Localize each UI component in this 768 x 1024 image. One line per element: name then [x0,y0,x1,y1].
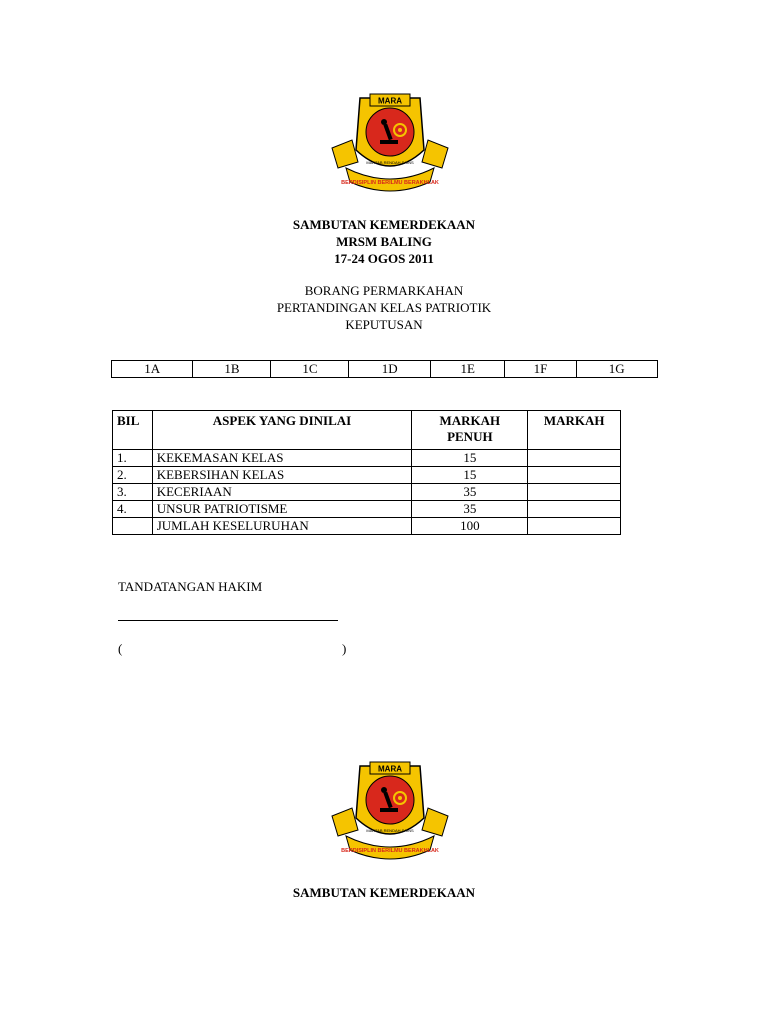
row-markah-input[interactable] [528,501,621,518]
table-row [113,484,621,501]
form-title-line2: PERTANDINGAN KELAS PATRIOTIK [276,300,492,315]
row-penuh: 15 [412,450,528,467]
table-row [113,450,621,467]
header-school: MRSM BALING [336,234,432,249]
mara-crest-icon [330,90,450,200]
class-table [111,360,658,378]
class-cell: 1D [349,361,430,378]
header-markah: MARKAH [528,411,621,450]
header-dates: 17-24 OGOS 2011 [334,251,434,266]
row-aspek: UNSUR PATRIOTISME [152,501,412,518]
mara-logo-bottom [330,758,450,868]
form-title-block [0,282,768,333]
class-cell: 1B [193,361,271,378]
row-bil: 4. [113,501,153,518]
logo-motto-small: MAKTAB RENDAH SAINS [366,828,414,833]
header-bil: BIL [113,411,153,450]
row-bil: 2. [113,467,153,484]
row-bil: 3. [113,484,153,501]
class-cell: 1G [576,361,658,378]
signature-open-paren: ( [118,641,123,656]
table-row [113,501,621,518]
logo-motto: BERDISIPLIN BERILMU BERAKHLAK [341,180,439,186]
row-penuh: 35 [412,484,528,501]
class-row [112,361,658,378]
mara-crest-icon [330,758,450,868]
class-cell: 1C [271,361,349,378]
footer-block [0,884,768,901]
header-block [0,216,768,267]
row-penuh: 15 [412,467,528,484]
signature-close-paren: ) [342,641,347,656]
row-bil [113,518,153,535]
table-row [113,467,621,484]
mara-logo-top [330,90,450,200]
logo-motto-small: MAKTAB RENDAH SAINS [366,160,414,165]
row-markah-input[interactable] [528,450,621,467]
signature-label: TANDATANGAN HAKIM [118,579,263,594]
table-row-total [113,518,621,535]
class-cell: 1F [505,361,576,378]
row-penuh: 35 [412,501,528,518]
row-markah-input[interactable] [528,484,621,501]
form-title-line1: BORANG PERMARKAHAN [304,283,464,298]
class-cell: 1A [112,361,193,378]
form-title-line3: KEPUTUSAN [345,317,423,332]
score-table [112,410,621,535]
footer-title: SAMBUTAN KEMERDEKAAN [292,885,476,900]
row-aspek: KEBERSIHAN KELAS [152,467,412,484]
header-markah-penuh: MARKAH PENUH [412,411,528,450]
row-bil: 1. [113,450,153,467]
row-markah-input[interactable] [528,467,621,484]
row-penuh: 100 [412,518,528,535]
signature-line[interactable] [118,620,338,621]
logo-motto: BERDISIPLIN BERILMU BERAKHLAK [341,848,439,854]
row-aspek: KEKEMASAN KELAS [152,450,412,467]
header-title: SAMBUTAN KEMERDEKAAN [292,217,476,232]
score-header-row [113,411,621,450]
header-aspek: ASPEK YANG DINILAI [152,411,412,450]
class-cell: 1E [430,361,505,378]
row-aspek: JUMLAH KESELURUHAN [152,518,412,535]
logo-top-text: MARA [378,96,402,106]
row-aspek: KECERIAAN [152,484,412,501]
logo-top-text: MARA [378,764,402,774]
row-markah-input[interactable] [528,518,621,535]
